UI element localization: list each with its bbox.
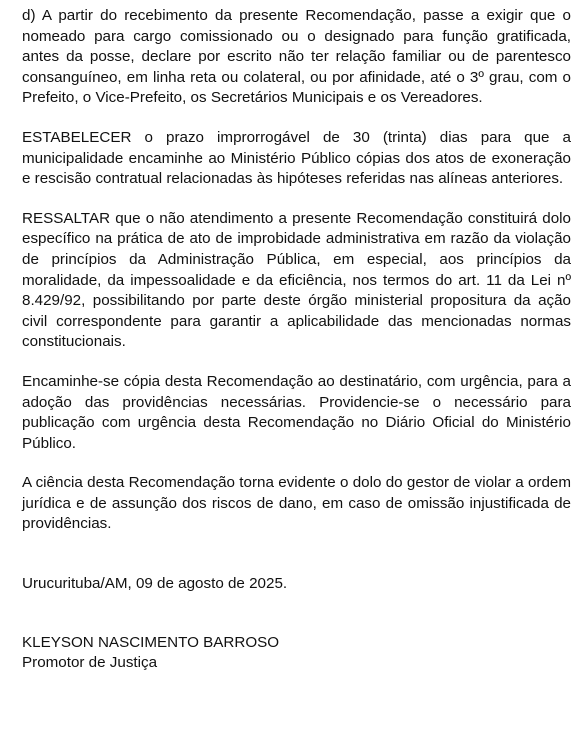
paragraph-ciencia: A ciência desta Recomendação torna evidente o dolo do gestor de violar a ordem jurídica e de assunção dos riscos de dano, em caso de omissão injustificada de providências.: [22, 474, 571, 533]
place-date: Urucurituba/AM, 09 de agosto de 2025.: [22, 575, 288, 593]
signatory-name: KLEYSON NASCIMENTO BARROSO: [22, 633, 280, 651]
paragraph-ressaltar: RESSALTAR que o não atendimento a presente Recomendação constituirá dolo específico na prática de ato de improbidade administrativa em razão da violação de princípios da Administração Pública, em especial, aos princípios da moralidade, da impessoalidade e da eficiência, nos termos do art. 11 da Lei nº 8.429/92, possibilitando por parte deste órgão ministerial propositura da ação civil correspondente para garantir a aplicabilidade das mencionadas normas constitucionais.: [22, 209, 571, 351]
signatory-title: Promotor de Justiça: [22, 654, 158, 672]
document-body: [22, 6, 571, 674]
paragraph-item-d: d) A partir do recebimento da presente Recomendação, passe a exigir que o nomeado para cargo comissionado ou o designado para função gratificada, antes da posse, declare por escrito não ter relação familiar ou de parentesco consanguíneo, em linha reta ou colateral, ou por afinidade, até o 3º grau, com o Prefeito, o Vice-Prefeito, os Secretários Municipais e os Vereadores.: [22, 7, 571, 107]
paragraph-estabelecer: ESTABELECER o prazo improrrogável de 30 (trinta) dias para que a municipalidade encaminhe ao Ministério Público cópias dos atos de exoneração e rescisão contratual relacionadas às hipóteses referidas nas alíneas anteriores.: [22, 128, 571, 188]
signature-block: [22, 633, 571, 674]
paragraph-encaminhe: Encaminhe-se cópia desta Recomendação ao destinatário, com urgência, para a adoção das providências necessárias. Providencie-se o necessário para publicação com urgência desta Recomendação no Diário Oficial do Ministério Público.: [22, 372, 571, 452]
